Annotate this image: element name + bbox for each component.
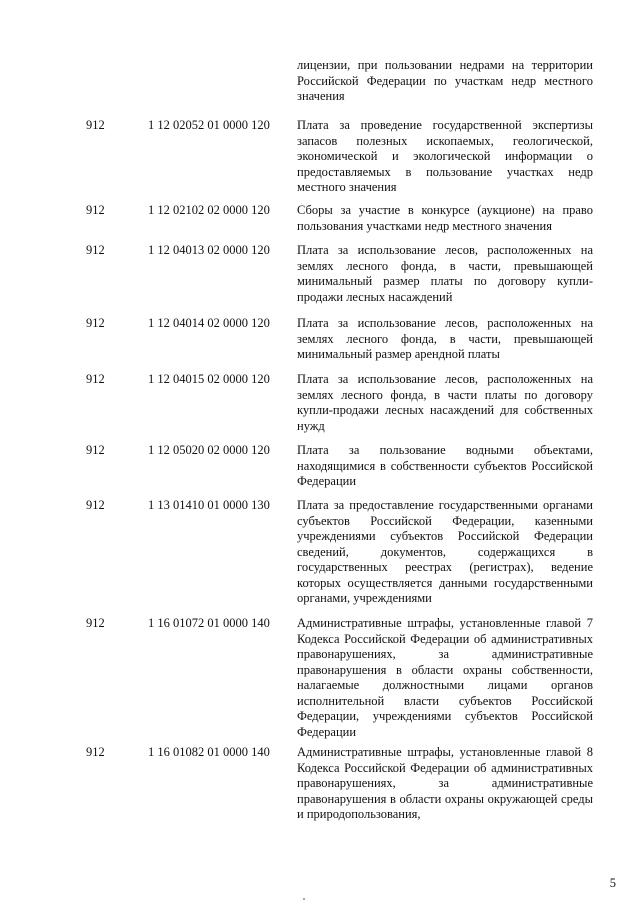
admin-code: 912 bbox=[86, 316, 105, 330]
admin-code: 912 bbox=[86, 745, 105, 759]
continuation-text: лицензии, при пользовании недрами на территории Российской Федерации по участкам недр местного значения bbox=[297, 58, 593, 103]
row-description: Административные штрафы, установленные главой 7 Кодекса Российской Федерации об административных правонарушениях, за административные правонарушения в области охраны собственности, налагаемые должностными лицами органов исполнительной власти субъектов Российской Федерации, учреждениями субъектов Российской Федерации bbox=[297, 616, 593, 739]
kbk-code: 1 12 05020 02 0000 120 bbox=[148, 443, 270, 457]
kbk-code: 1 16 01082 01 0000 140 bbox=[148, 745, 270, 759]
admin-code: 912 bbox=[86, 443, 105, 457]
scan-speck bbox=[303, 898, 305, 900]
admin-code: 912 bbox=[86, 203, 105, 217]
row-description: Административные штрафы, установленные главой 8 Кодекса Российской Федерации об административных правонарушениях, за административные правонарушения в области охраны окружающей среды и природопользования, bbox=[297, 745, 593, 821]
admin-code: 912 bbox=[86, 118, 105, 132]
row-description: Плата за использование лесов, расположенных на землях лесного фонда, в части платы по договору купли-продажи лесных насаждений для собственных нужд bbox=[297, 372, 593, 433]
kbk-code: 1 12 04014 02 0000 120 bbox=[148, 316, 270, 330]
row-description: Плата за проведение государственной экспертизы запасов полезных ископаемых, геологической, экономической и экологической информации о предоставляемых в пользование участках недр местного значения bbox=[297, 118, 593, 194]
kbk-code: 1 13 01410 01 0000 130 bbox=[148, 498, 270, 512]
kbk-code: 1 12 02052 01 0000 120 bbox=[148, 118, 270, 132]
kbk-code: 1 12 04013 02 0000 120 bbox=[148, 243, 270, 257]
row-description: Сборы за участие в конкурсе (аукционе) на право пользования участками недр местного значения bbox=[297, 203, 593, 233]
admin-code: 912 bbox=[86, 243, 105, 257]
row-description: Плата за предоставление государственными органами субъектов Российской Федерации, казенными учреждениями субъектов Российской Федерации сведений, документов, содержащихся в государственных реестрах (регистрах), ведение которых осуществляется данными государственными органами, учреждениями bbox=[297, 498, 593, 605]
kbk-code: 1 16 01072 01 0000 140 bbox=[148, 616, 270, 630]
admin-code: 912 bbox=[86, 498, 105, 512]
admin-code: 912 bbox=[86, 372, 105, 386]
page-number: 5 bbox=[609, 876, 616, 890]
row-description: Плата за использование лесов, расположенных на землях лесного фонда, в части, превышающей минимальный размер арендной платы bbox=[297, 316, 593, 361]
kbk-code: 1 12 02102 02 0000 120 bbox=[148, 203, 270, 217]
row-description: Плата за использование лесов, расположенных на землях лесного фонда, в части, превышающей минимальный размер платы по договору купли-продажи лесных насаждений bbox=[297, 243, 593, 304]
row-description: Плата за пользование водными объектами, находящимися в собственности субъектов Российской Федерации bbox=[297, 443, 593, 488]
kbk-code: 1 12 04015 02 0000 120 bbox=[148, 372, 270, 386]
admin-code: 912 bbox=[86, 616, 105, 630]
